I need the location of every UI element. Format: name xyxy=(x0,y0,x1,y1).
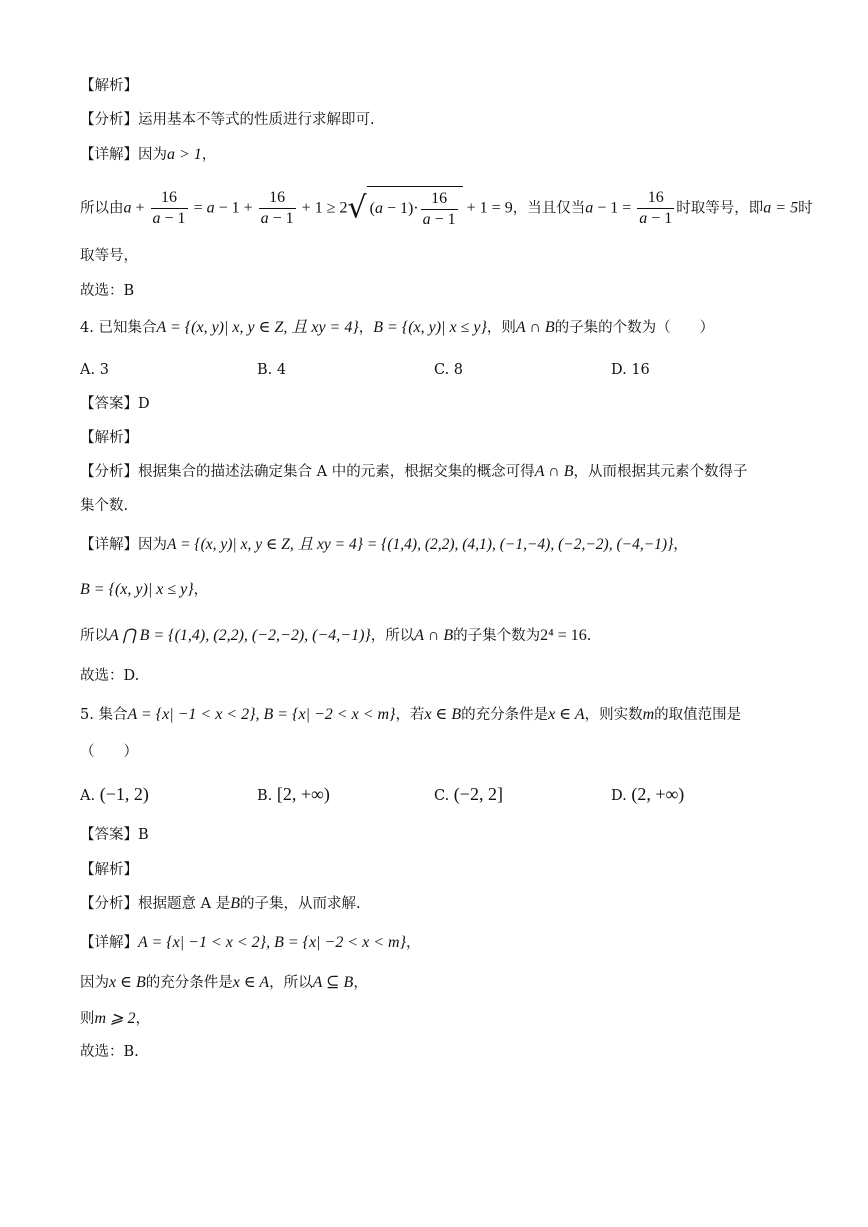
fraction-16-over-a-minus-1: $\frac{16}{a - 1}$ xyxy=(422,189,456,228)
q5-subset: A ⊆ B xyxy=(312,974,354,991)
q5-sets: A = {x| −1 < x < 2}, B = {x| −2 < x < m} xyxy=(127,706,396,723)
q4-suoyi-end: . xyxy=(586,628,592,644)
q5-yinwei-1: 因为 xyxy=(80,975,109,991)
q5-stem xyxy=(80,705,808,725)
q4-option-c: C. 8 xyxy=(434,362,464,378)
q4-xiangjie xyxy=(80,535,808,555)
q4-xiangjie-math: A = {(x, y)| x, y ∈ Z, 且 xy = 4} = {(1,4), (2,2), (4,1), (−1,−4), (−2,−2), (−4,−1)} xyxy=(167,536,674,553)
q4-subset-count: 2⁴ = 16 xyxy=(540,627,587,644)
q5-stem-mid: ，若 xyxy=(395,707,425,723)
q3-equation-line: 所以由a + $\frac{16}{a - 1}$ = a − 1 + $\frac{16}{a - 1}$ + 1 ≥ 2√ (a − 1)· $\frac{16}{a - 1}$ + 1 = 9，当且仅当a − 1 = $\frac{16}{a - 1}$ 时取等号，即a = 5时 xyxy=(80,186,808,230)
q5-stem-prefix: 5. 集合 xyxy=(80,707,128,723)
q5-ze-1: 则 xyxy=(80,1011,95,1027)
q5-option-c-label: C. xyxy=(434,788,450,804)
q5-option-b xyxy=(257,784,330,806)
q5-fenxi-1: 【分析】根据题意 A 是 xyxy=(80,896,231,912)
q5-yinwei-x-in-b: x ∈ B xyxy=(109,974,146,991)
q4-set-b: B = {(x, y)| x ≤ y} xyxy=(373,319,487,336)
q4-answer: 故选：D. xyxy=(80,668,140,684)
q5-option-d-label: D. xyxy=(611,788,627,804)
q3-xiangjie xyxy=(80,145,808,165)
q5-option-d-value: (2, +∞) xyxy=(631,784,685,804)
q4-set-a: A = {(x, y)| x, y ∈ Z, 且 xy = 4} xyxy=(156,319,359,336)
q5-option-b-label: B. xyxy=(257,788,273,804)
fraction-16-over-a-minus-1: $\frac{16}{a - 1}$ xyxy=(260,189,294,227)
q3-a-equals-5: a = 5 xyxy=(763,199,799,217)
q5-jiexi-heading: 【解析】 xyxy=(80,862,138,878)
q3-fenxi: 【分析】运用基本不等式的性质进行求解即可. xyxy=(80,112,375,128)
q4-set-b-end: ， xyxy=(193,582,209,598)
q3-condition: a > 1 xyxy=(167,146,202,163)
q4-stem xyxy=(80,318,808,338)
q4-stem-prefix: 4. 已知集合 xyxy=(80,320,157,336)
q5-stem-paren: （ ） xyxy=(80,744,138,760)
q4-set-b-line xyxy=(80,580,808,600)
q3-eq-tail2: 时取等号，即 xyxy=(676,200,764,217)
q4-option-b: B. 4 xyxy=(257,362,287,378)
q4-fenxi-ab: A ∩ B xyxy=(534,463,574,480)
q4-stem-end: 的子集的个数为（ ） xyxy=(554,320,715,336)
q5-fenxi xyxy=(80,894,808,914)
q5-option-a xyxy=(80,784,149,806)
q5-option-c xyxy=(434,784,503,806)
q4-suoyi-ab: A ∩ B xyxy=(414,627,454,644)
q5-stem-mid2: 的充分条件是 xyxy=(461,707,549,723)
q5-fenxi-b: B xyxy=(230,895,240,912)
q5-option-b-value: [2, +∞) xyxy=(276,784,330,804)
q5-xiangjie-prefix: 【详解】 xyxy=(80,935,138,951)
q4-option-d: D. 16 xyxy=(611,362,650,378)
q5-yinwei-3: ，所以 xyxy=(269,975,313,991)
q4-fenxi-3: 集个数. xyxy=(80,498,129,514)
q4-xiangjie-prefix: 【详解】因为 xyxy=(80,537,167,553)
q3-jiexi-heading: 【解析】 xyxy=(80,78,138,94)
q4-suoyi xyxy=(80,626,808,646)
q5-daan: 【答案】B xyxy=(80,827,149,843)
q5-option-d xyxy=(611,784,684,806)
q3-eq-continue: 取等号， xyxy=(80,248,138,264)
q5-yinwei xyxy=(80,973,808,993)
q5-xiangjie xyxy=(80,933,808,953)
q5-x-in-a: x ∈ A xyxy=(548,706,585,723)
q4-set-b-def: B = {(x, y)| x ≤ y} xyxy=(80,581,194,598)
q5-yinwei-x-in-a: x ∈ A xyxy=(232,974,270,991)
q3-eq-tail: ，当且仅当 xyxy=(512,200,586,217)
q3-eq-prefix: 所以由 xyxy=(80,200,124,217)
fraction-16-over-a-minus-1: $\frac{16}{a - 1}$ xyxy=(639,189,673,227)
q4-fenxi xyxy=(80,462,808,482)
q4-jiexi-heading: 【解析】 xyxy=(80,430,138,446)
q4-xiangjie-end: ， xyxy=(673,537,688,553)
sqrt-body: (a − 1)· $\frac{16}{a - 1}$ xyxy=(367,186,463,231)
q5-ze xyxy=(80,1009,808,1029)
q5-yinwei-2: 的充分条件是 xyxy=(145,975,233,991)
q5-x-in-b: x ∈ B xyxy=(424,706,462,723)
q5-ze-2: ， xyxy=(135,1011,150,1027)
q4-suoyi-prefix: 所以 xyxy=(80,628,109,644)
q4-stem-mid: ， xyxy=(358,320,374,336)
q5-option-a-value: (−1, 2) xyxy=(99,784,149,804)
sqrt-symbol: √ xyxy=(347,190,367,226)
q4-daan: 【答案】D xyxy=(80,396,150,412)
q3-xiangjie-prefix: 【详解】因为 xyxy=(80,147,167,163)
q4-option-a: A. 3 xyxy=(80,362,109,378)
q4-suoyi-mid: ，所以 xyxy=(370,628,415,644)
q5-xiangjie-sets: A = {x| −1 < x < 2}, B = {x| −2 < x < m} xyxy=(138,934,406,951)
q4-stem-suffix: ，则 xyxy=(486,320,516,336)
q5-stem-mid3: ，则实数 xyxy=(584,707,643,723)
q5-stem-end: 的取值范围是 xyxy=(654,707,742,723)
q5-xiangjie-end: ， xyxy=(405,935,421,951)
q4-fenxi-1: 【分析】根据集合的描述法确定集合 A 中的元素，根据交集的概念可得 xyxy=(80,464,535,480)
q5-option-c-value: (−2, 2] xyxy=(453,784,503,804)
q4-intersection: A ⋂ B = {(1,4), (2,2), (−2,−2), (−4,−1)} xyxy=(109,627,371,644)
q4-suoyi-mid2: 的子集个数为 xyxy=(453,628,541,644)
q3-xiangjie-suffix: ， xyxy=(201,147,217,163)
q3-eq-shi: 时 xyxy=(798,200,813,217)
q5-fenxi-2: 的子集，从而求解. xyxy=(239,896,361,912)
q3-answer: 故选：B xyxy=(80,283,135,299)
q5-m-geq-2: m ⩾ 2 xyxy=(94,1010,136,1027)
q5-answer: 故选：B. xyxy=(80,1044,139,1060)
q4-fenxi-2: ，从而根据其元素个数得子 xyxy=(573,464,748,480)
fraction-16-over-a-minus-1: $\frac{16}{a - 1}$ xyxy=(152,189,186,227)
q4-a-cap-b: A ∩ B xyxy=(515,319,555,336)
q5-yinwei-4: ， xyxy=(353,975,368,991)
q5-option-a-label: A. xyxy=(80,788,96,804)
q5-m: m xyxy=(642,706,655,723)
